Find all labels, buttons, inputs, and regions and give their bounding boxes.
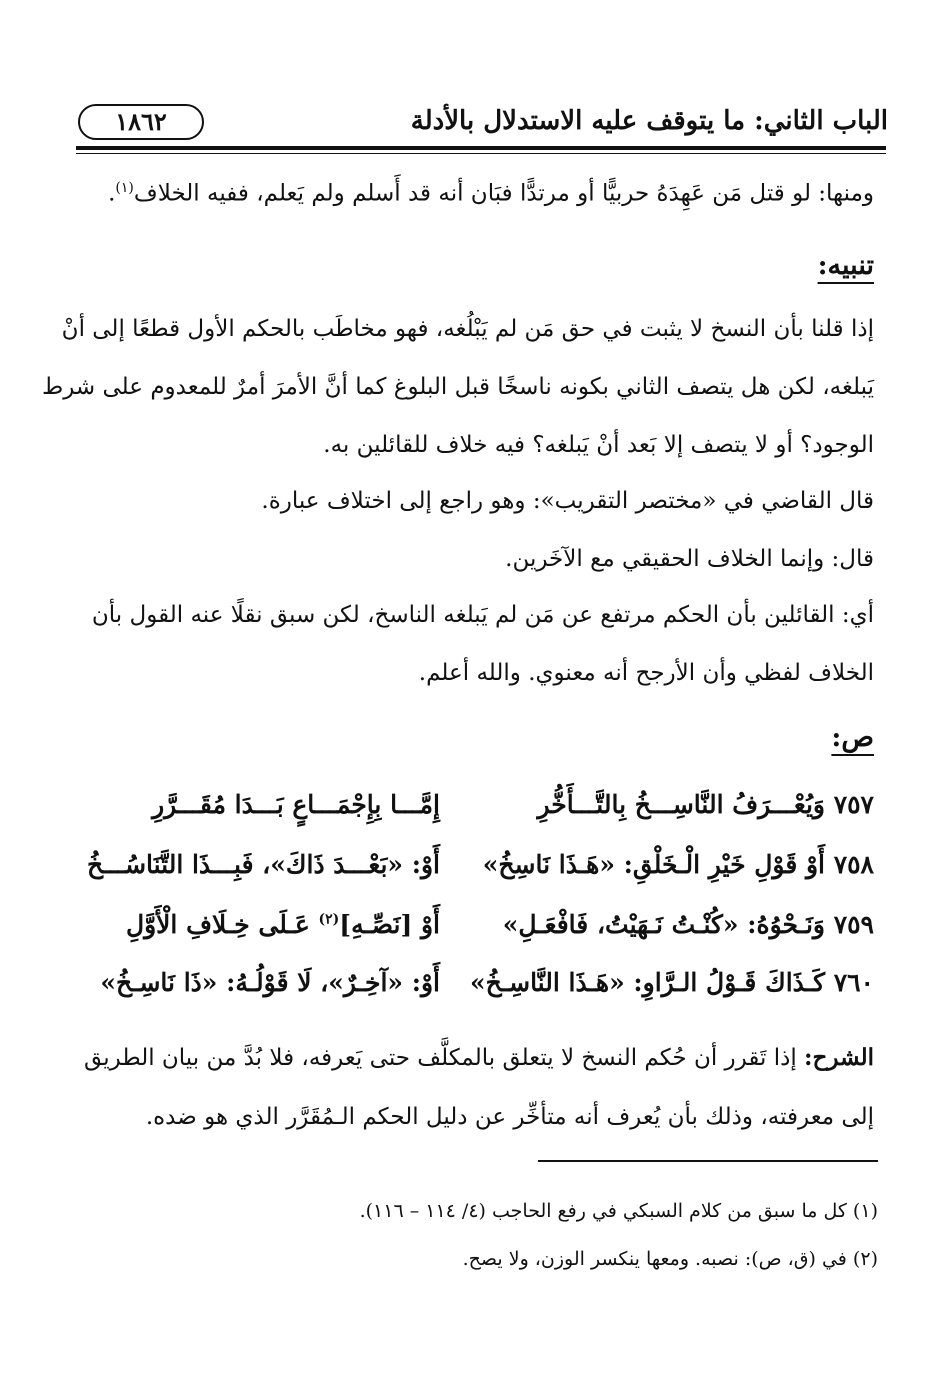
verse-758-first-hemistich: ٧٥٨ أَوْ قَوْلِ خَيْرِ الْـخَلْقِ: «هَـذَا نَاسِخُ» [482,850,874,879]
paragraph-2-line-1: إذا قلنا بأن النسخ لا يثبت في حق مَن لم يَبْلُغه، فهو مخاطَب بالحكم الأول قطعًا إلى أنْ [61,316,874,342]
verse-759-second-hemistich: أَوْ [نَصِّـهِ]$^{(٢)}$ عَـلَى خِـلَافِ الْأَوَّلِ [125,910,440,939]
verse-757-second-hemistich: إِمَّـــا بِإِجْمَـــاعٍ بَـــدَا مُقَـــرَّرِ [152,790,440,819]
verse-758-second-hemistich: أَوْ: «بَعْـــدَ ذَاكَ»، فَبِـــذَا التَّنَاسُـــخُ [86,850,440,879]
paragraph-2-line-2: يَبلغه، لكن هل يتصف الثاني بكونه ناسخًا قبل البلوغ كما أنَّ الأمرَ أمرٌ للمعدوم على شرط [41,374,874,400]
footnote-1: (١) كل ما سبق من كلام السبكي في رفع الحاجب (٤/ ١١٤ – ١١٦). [359,1200,878,1222]
verse-759-first-hemistich: ٧٥٩ وَنَـحْوُهُ: «كُنْـتُ نَـهَيْتُ، فَافْعَـلِ» [502,910,874,939]
header-rule-thin [76,153,886,154]
footnote-2: (٢) في (ق، ص): نصبه. ومعها ينكسر الوزن، ولا يصح. [462,1248,878,1270]
paragraph-2-line-3: الوجود؟ أو لا يتصف إلا بَعد أنْ يَبلغه؟ فيه خلاف للقائلين به. [323,432,874,458]
heading-sad: ص: [831,722,874,753]
paragraph-4: قال: وإنما الخلاف الحقيقي مع الآخَرين. [505,546,874,572]
running-header [76,100,888,144]
verse-760-first-hemistich: ٧٦٠ كَـذَاكَ قَـوْلُ الـرَّاوِ: «هَـذَا النَّاسِـخُ» [470,968,874,997]
page-number-badge: ١٨٦٢ [78,104,204,140]
paragraph-5-line-2: الخلاف لفظي وأن الأرجح أنه معنوي. والله أعلم. [418,660,874,686]
heading-tanbih: تنبيه: [817,250,874,281]
verse-760-second-hemistich: أَوْ: «آخِـرٌ»، لَا قَوْلُـهُ: «ذَا نَاسِـخُ» [100,968,440,997]
footnote-ref-2[interactable]: (٢) [318,911,340,928]
verse-757-first-hemistich: ٧٥٧ وَيُعْـــرَفُ النَّاسِـــخُ بِالتَّـــأَخُّرِ [537,790,874,819]
header-rule-thick [76,146,886,150]
footnote-ref-1[interactable]: (١) [115,180,134,196]
paragraph-3: قال القاضي في «مختصر التقريب»: وهو راجع إلى اختلاف عبارة. [261,488,874,514]
chapter-title: الباب الثاني: ما يتوقف عليه الاستدلال بالأدلة [410,106,888,136]
sharh-line-2: إلى معرفته، وذلك بأن يُعرف أنه متأخِّر عن دليل الحكم الـمُقَرَّر الذي هو ضده. [145,1104,874,1130]
paragraph-1: ومنها: لو قتل مَن عَهِدَهُ حربيًّا أو مرتدًّا فبَان أنه قد أَسلم ولم يَعلم، ففيه الخلاف$^{(١)}$. [108,180,874,207]
sharh-label: الشرح: [804,1044,874,1071]
paragraph-5-line-1: أي: القائلين بأن الحكم مرتفع عن مَن لم يَبلغه الناسخ، لكن سبق نقلًا عنه القول بأن [91,602,874,628]
sharh-line-1: الشرح: إذا تَقرر أن حُكم النسخ لا يتعلق بالمكلَّف حتى يَعرفه، فلا بُدَّ من بيان الطريق [84,1044,874,1071]
footnote-separator [538,1160,878,1162]
